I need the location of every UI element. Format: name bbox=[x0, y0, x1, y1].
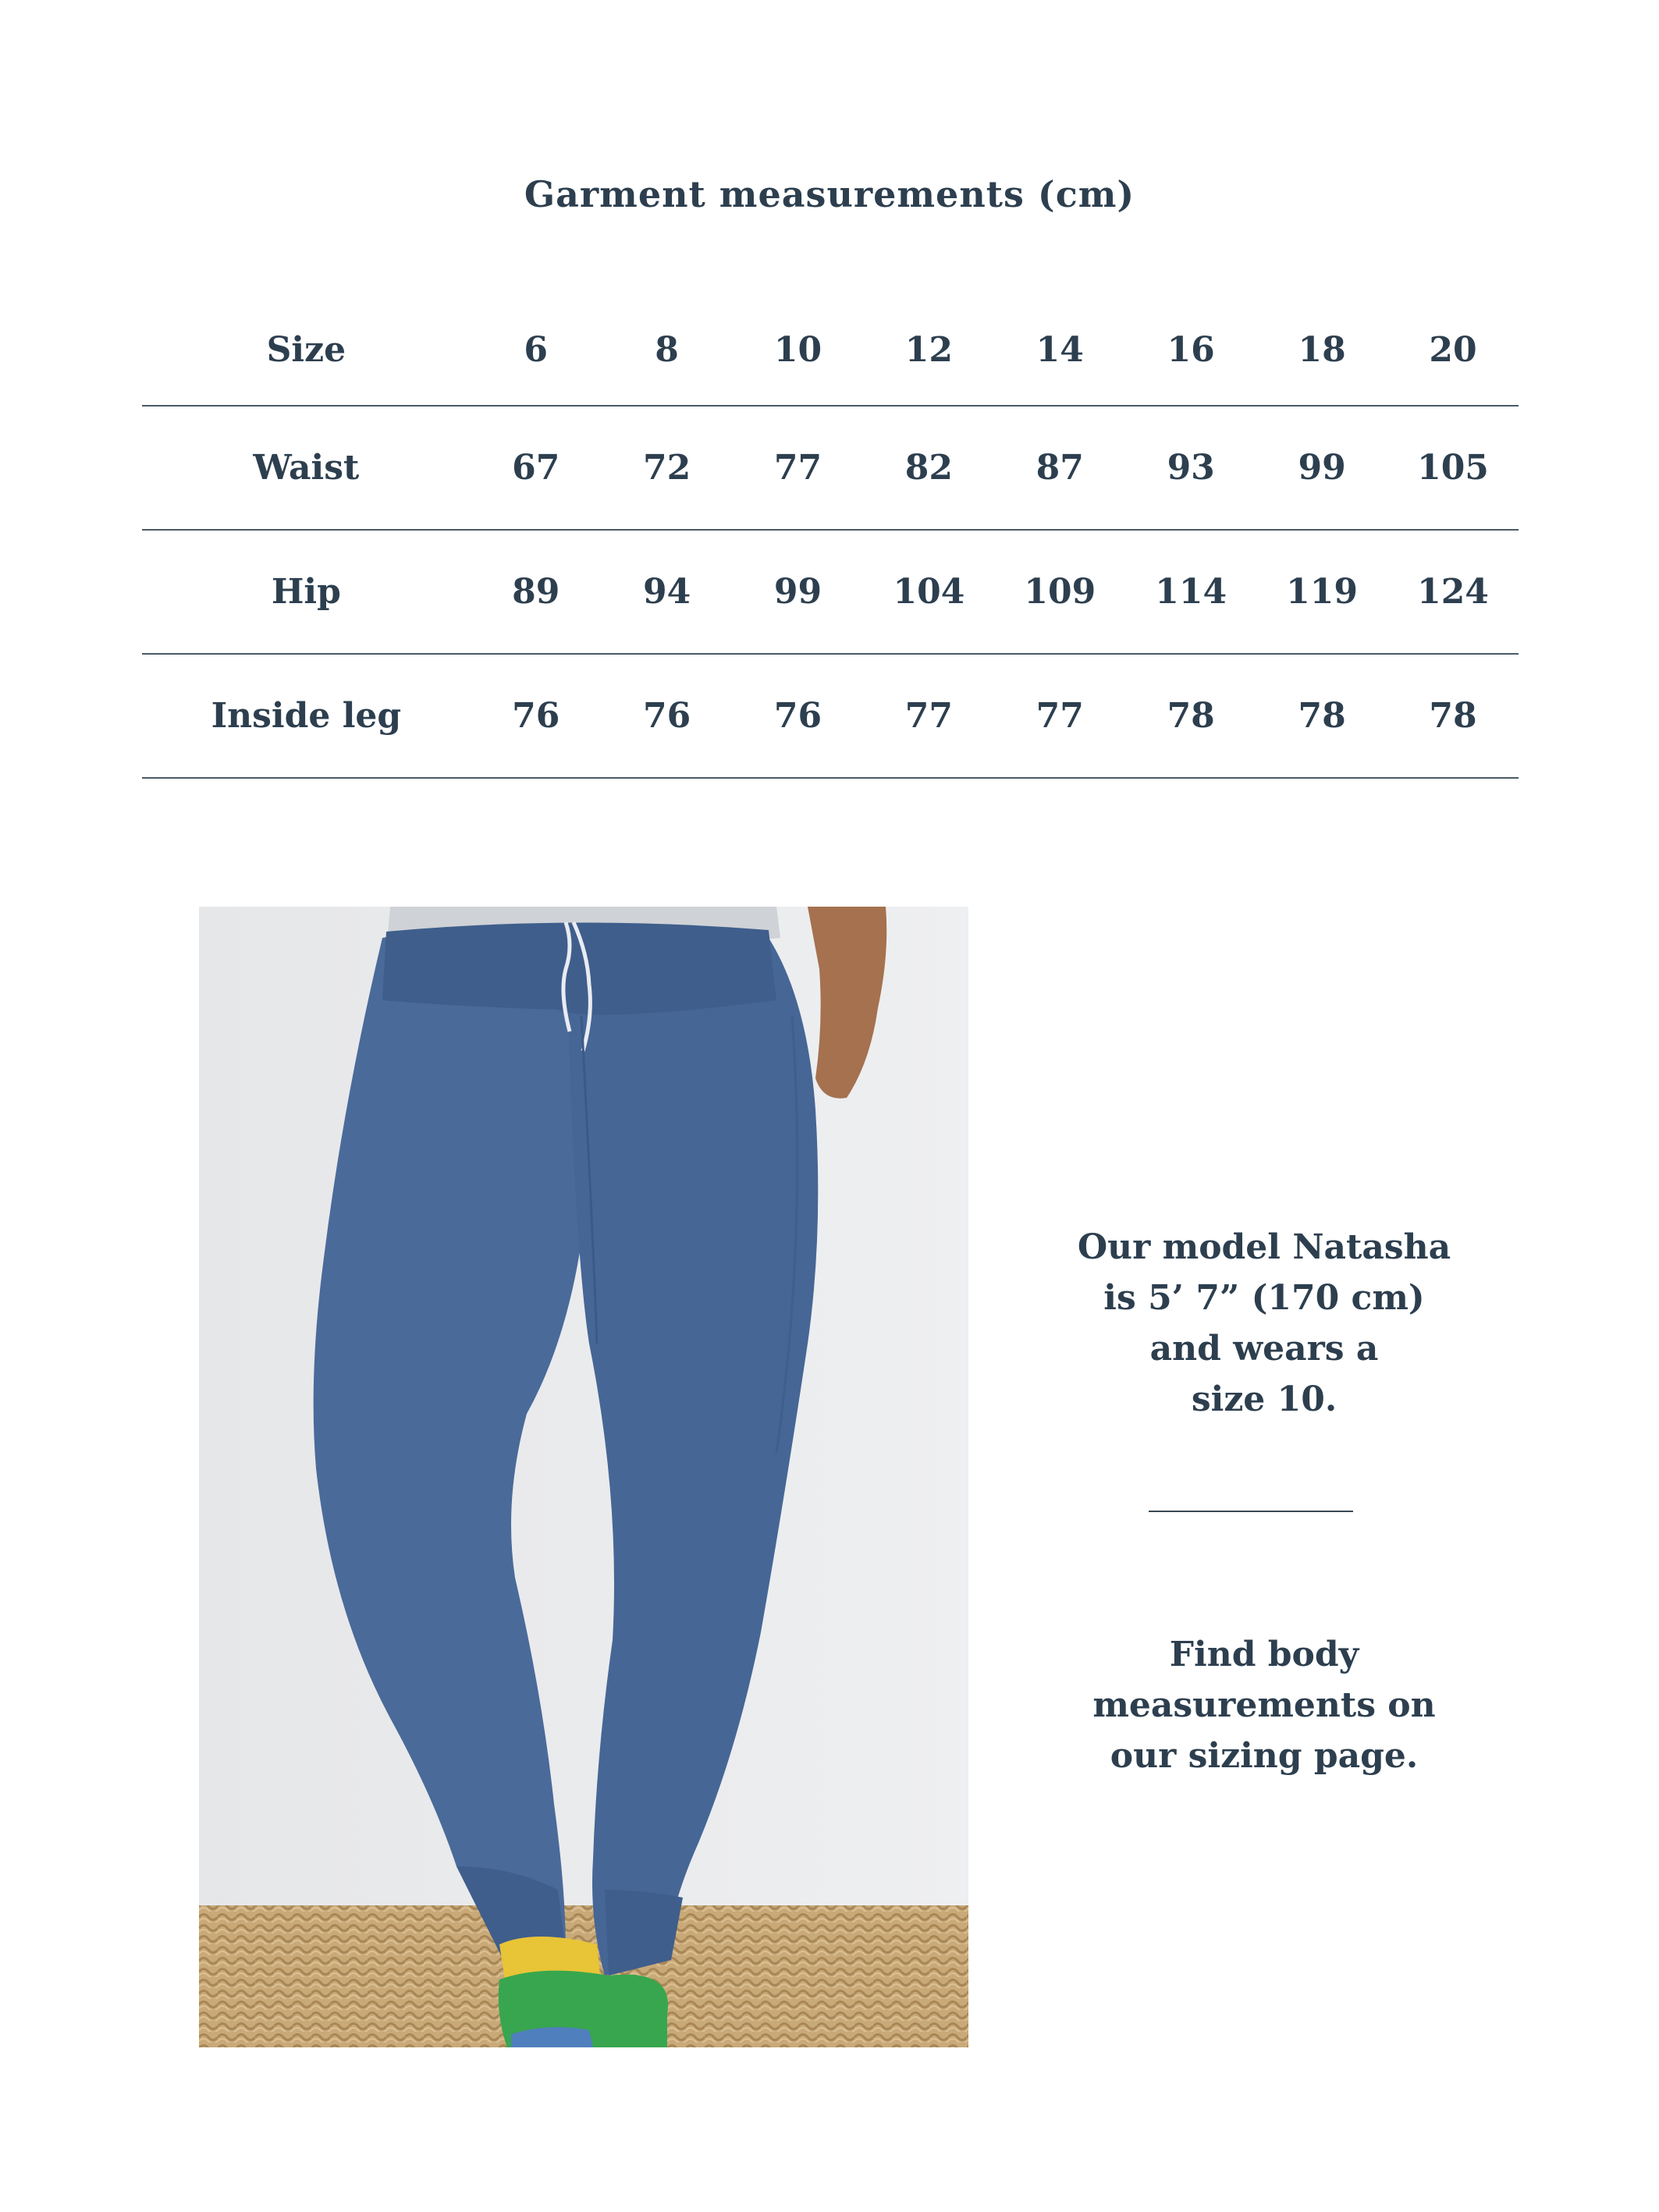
table-cell: 99 bbox=[773, 572, 822, 612]
sizing-note-line: Find body bbox=[1169, 1635, 1359, 1674]
model-note bbox=[1030, 1222, 1498, 1425]
table-cell: 72 bbox=[643, 448, 691, 488]
header-size-label: Size bbox=[266, 330, 346, 370]
table-cell: 105 bbox=[1417, 448, 1489, 488]
page-title: Garment measurements (cm) bbox=[524, 173, 1135, 215]
table-row-waist bbox=[142, 406, 1519, 530]
size-column-header: 10 bbox=[773, 330, 822, 370]
table-cell: 94 bbox=[643, 572, 691, 612]
measurements-table bbox=[142, 295, 1519, 779]
table-cell: 77 bbox=[1036, 696, 1084, 736]
table-cell: 82 bbox=[904, 448, 954, 488]
size-column-header: 6 bbox=[524, 330, 549, 370]
table-cell: 78 bbox=[1167, 696, 1215, 736]
row-label: Inside leg bbox=[211, 696, 402, 736]
sizing-note-line: our sizing page. bbox=[1110, 1736, 1419, 1776]
table-cell: 76 bbox=[773, 696, 822, 736]
table-cell: 78 bbox=[1429, 696, 1477, 736]
table-cell: 87 bbox=[1036, 448, 1084, 488]
size-column-header: 14 bbox=[1036, 330, 1084, 370]
table-cell: 76 bbox=[643, 696, 691, 736]
table-cell: 76 bbox=[512, 696, 560, 736]
table-cell: 78 bbox=[1298, 696, 1346, 736]
table-cell: 109 bbox=[1024, 572, 1096, 612]
size-column-header: 18 bbox=[1298, 330, 1346, 370]
table-cell: 77 bbox=[904, 696, 954, 736]
table-cell: 89 bbox=[512, 572, 560, 612]
table-cell: 119 bbox=[1286, 572, 1358, 612]
model-note-line: is 5’ 7” (170 cm) bbox=[1103, 1278, 1425, 1318]
size-column-header: 16 bbox=[1167, 330, 1215, 370]
sizing-note bbox=[1030, 1629, 1498, 1781]
table-cell: 104 bbox=[893, 572, 965, 612]
table-cell: 99 bbox=[1298, 448, 1346, 488]
row-label: Hip bbox=[271, 572, 341, 612]
table-cell: 67 bbox=[512, 448, 560, 488]
size-column-header: 8 bbox=[655, 330, 679, 370]
table-header-row bbox=[142, 295, 1519, 406]
table-cell: 77 bbox=[773, 448, 822, 488]
table-cell: 114 bbox=[1155, 572, 1227, 612]
table-row-hip bbox=[142, 530, 1519, 654]
table-cell: 93 bbox=[1167, 448, 1215, 488]
size-column-header: 20 bbox=[1429, 330, 1477, 370]
model-note-line: Our model Natasha bbox=[1077, 1227, 1451, 1267]
model-note-line: and wears a bbox=[1149, 1329, 1379, 1369]
size-column-header: 12 bbox=[904, 330, 954, 370]
model-note-line: size 10. bbox=[1191, 1379, 1338, 1419]
table-cell: 124 bbox=[1417, 572, 1489, 612]
model-photo bbox=[199, 907, 968, 2047]
divider bbox=[1149, 1511, 1353, 1512]
row-label: Waist bbox=[253, 448, 360, 488]
table-row-inside-leg bbox=[142, 654, 1519, 778]
sizing-note-line: measurements on bbox=[1092, 1685, 1436, 1725]
